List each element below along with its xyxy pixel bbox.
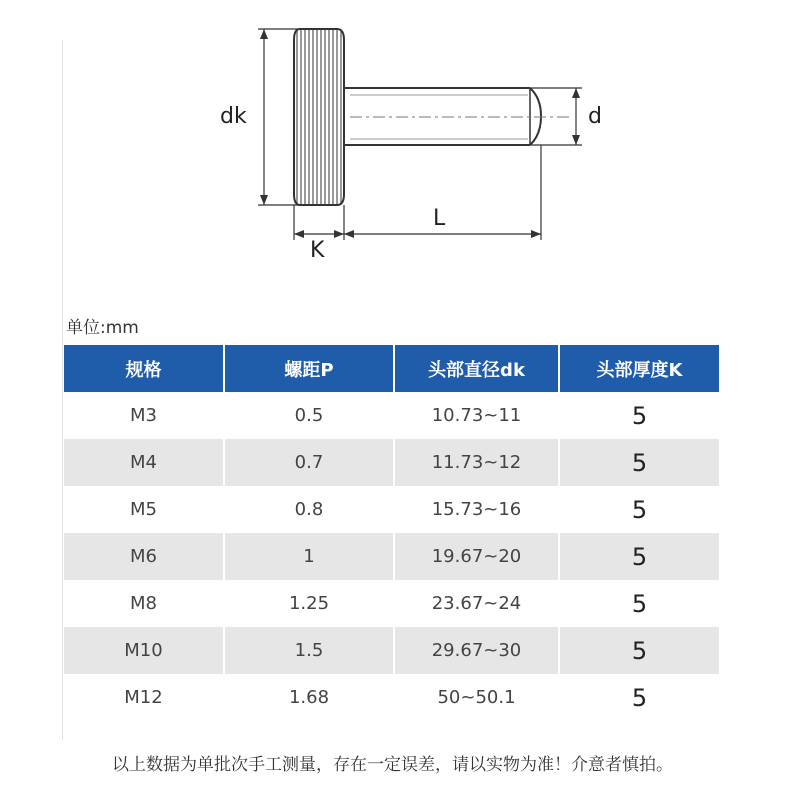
cell-pitch: 0.7	[224, 439, 394, 486]
cell-pitch: 0.8	[224, 486, 394, 533]
cell-head-thickness: 5	[559, 580, 719, 627]
table-header-row	[64, 345, 719, 392]
cell-pitch: 0.5	[224, 392, 394, 439]
label-k: K	[310, 238, 325, 263]
cell-pitch: 1.68	[224, 674, 394, 721]
cell-head-diameter: 11.73~12	[394, 439, 559, 486]
cell-head-diameter: 15.73~16	[394, 486, 559, 533]
label-l: L	[433, 206, 446, 231]
cell-spec: M5	[64, 486, 224, 533]
cell-spec: M10	[64, 627, 224, 674]
table-row	[64, 439, 719, 486]
header-pitch: 螺距P	[224, 345, 394, 392]
label-dk: dk	[220, 104, 247, 129]
screw-head	[294, 29, 344, 205]
cell-spec: M6	[64, 533, 224, 580]
cell-head-diameter: 29.67~30	[394, 627, 559, 674]
cell-head-thickness: 5	[559, 486, 719, 533]
cell-head-diameter: 10.73~11	[394, 392, 559, 439]
cell-spec: M8	[64, 580, 224, 627]
header-head-diameter: 头部直径dk	[394, 345, 559, 392]
cell-spec: M4	[64, 439, 224, 486]
unit-label: 单位:mm	[66, 318, 139, 338]
table-row	[64, 674, 719, 721]
table-row	[64, 533, 719, 580]
cell-spec: M3	[64, 392, 224, 439]
cell-pitch: 1	[224, 533, 394, 580]
table-row	[64, 486, 719, 533]
cell-head-thickness: 5	[559, 627, 719, 674]
cell-head-thickness: 5	[559, 533, 719, 580]
footnote-disclaimer: 以上数据为单批次手工测量，存在一定误差，请以实物为准！介意者慎拍。	[112, 755, 673, 775]
cell-pitch: 1.25	[224, 580, 394, 627]
cell-head-diameter: 23.67~24	[394, 580, 559, 627]
cell-head-thickness: 5	[559, 392, 719, 439]
screw-shank	[344, 88, 570, 145]
cell-head-diameter: 19.67~20	[394, 533, 559, 580]
cell-spec: M12	[64, 674, 224, 721]
table-row	[64, 392, 719, 439]
label-d: d	[588, 104, 602, 129]
cell-head-diameter: 50~50.1	[394, 674, 559, 721]
header-head-thickness: 头部厚度K	[559, 345, 719, 392]
thumb-screw-diagram	[0, 0, 800, 300]
cell-pitch: 1.5	[224, 627, 394, 674]
cell-head-thickness: 5	[559, 674, 719, 721]
spec-table	[64, 345, 719, 721]
cell-head-thickness: 5	[559, 439, 719, 486]
table-row	[64, 627, 719, 674]
table-row	[64, 580, 719, 627]
header-spec: 规格	[64, 345, 224, 392]
